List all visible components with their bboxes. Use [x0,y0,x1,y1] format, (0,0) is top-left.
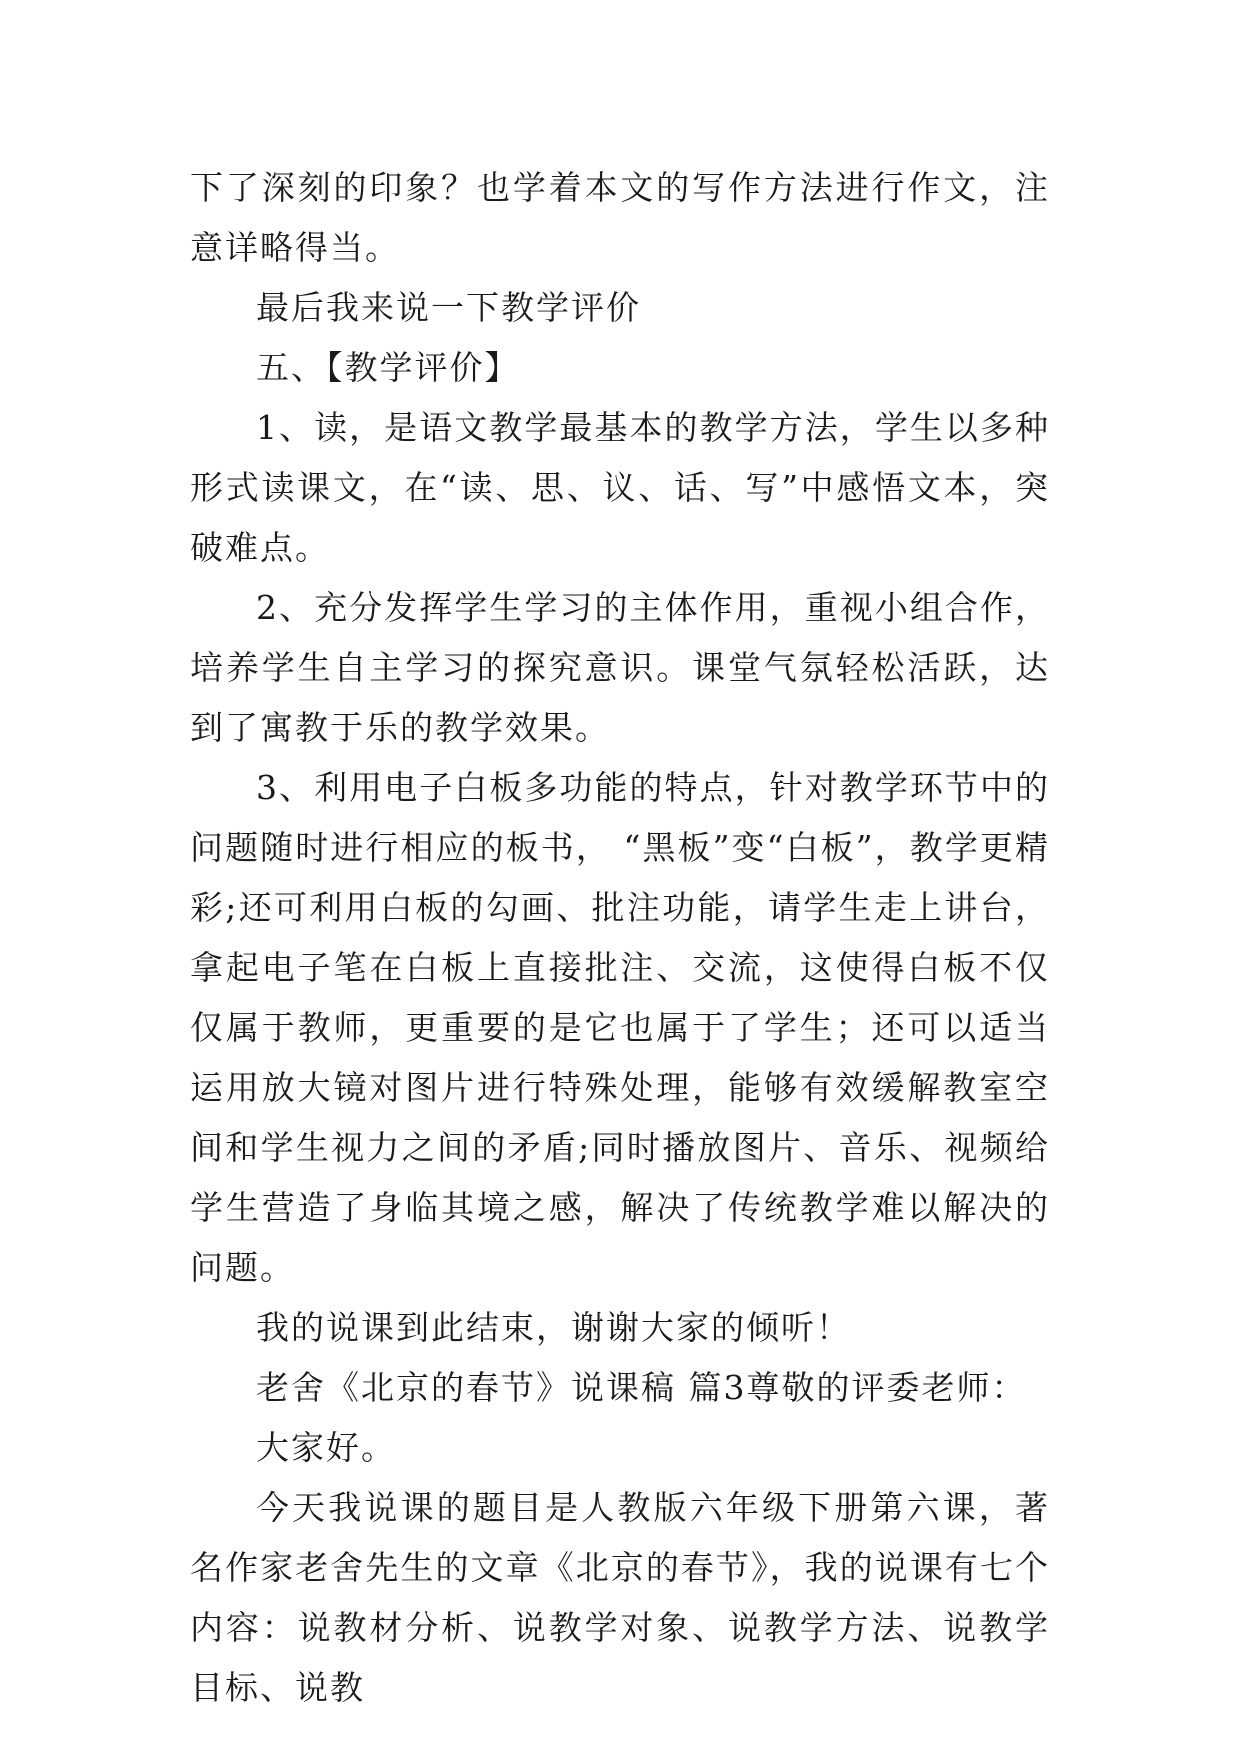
paragraph-closing: 我的说课到此结束，谢谢大家的倾听！ [256,1308,851,1347]
paragraph-point-1: 1、读，是语文教学最基本的教学方法，学生以多种形式读课文，在“读、思、议、话、写”中感悟文本，突破难点。 [190,408,1050,567]
paragraph-continuation: 下了深刻的印象？也学着本文的写作方法进行作文，注意详略得当。 [190,168,1050,267]
paragraph-point-3: 3、利用电子白板多功能的特点，针对教学环节中的问题随时进行相应的板书， “黑板”变“白板”，教学更精彩;还可利用白板的勾画、批注功能，请学生走上讲台，拿起电子笔在白板上直接批注、交流，这使得白板不仅仅属于教师，更重要的是它也属于了学生；还可以适当运用放大镜对图片进行特殊处理，能够有效缓解教室空间和学生视力之间的矛盾;同时播放图片、音乐、视频给学生营造了身临其境之感，解决了传统教学难以解决的问题。 [190,768,1050,1287]
document-body [190,158,1050,1718]
paragraph-greeting: 大家好。 [256,1428,396,1467]
section-heading-evaluation: 五、【教学评价】 [256,348,520,387]
paragraph-evaluation-intro: 最后我来说一下教学评价 [256,288,641,327]
paragraph-article-3-title: 老舍《北京的春节》说课稿 篇3尊敬的评委老师： [256,1368,1027,1407]
paragraph-topic-intro: 今天我说课的题目是人教版六年级下册第六课，著名作家老舍先生的文章《北京的春节》，我的说课有七个内容：说教材分析、说教学对象、说教学方法、说教学目标、说教 [190,1488,1050,1707]
paragraph-point-2: 2、充分发挥学生学习的主体作用，重视小组合作，培养学生自主学习的探究意识。课堂气氛轻松活跃，达到了寓教于乐的教学效果。 [190,588,1050,747]
